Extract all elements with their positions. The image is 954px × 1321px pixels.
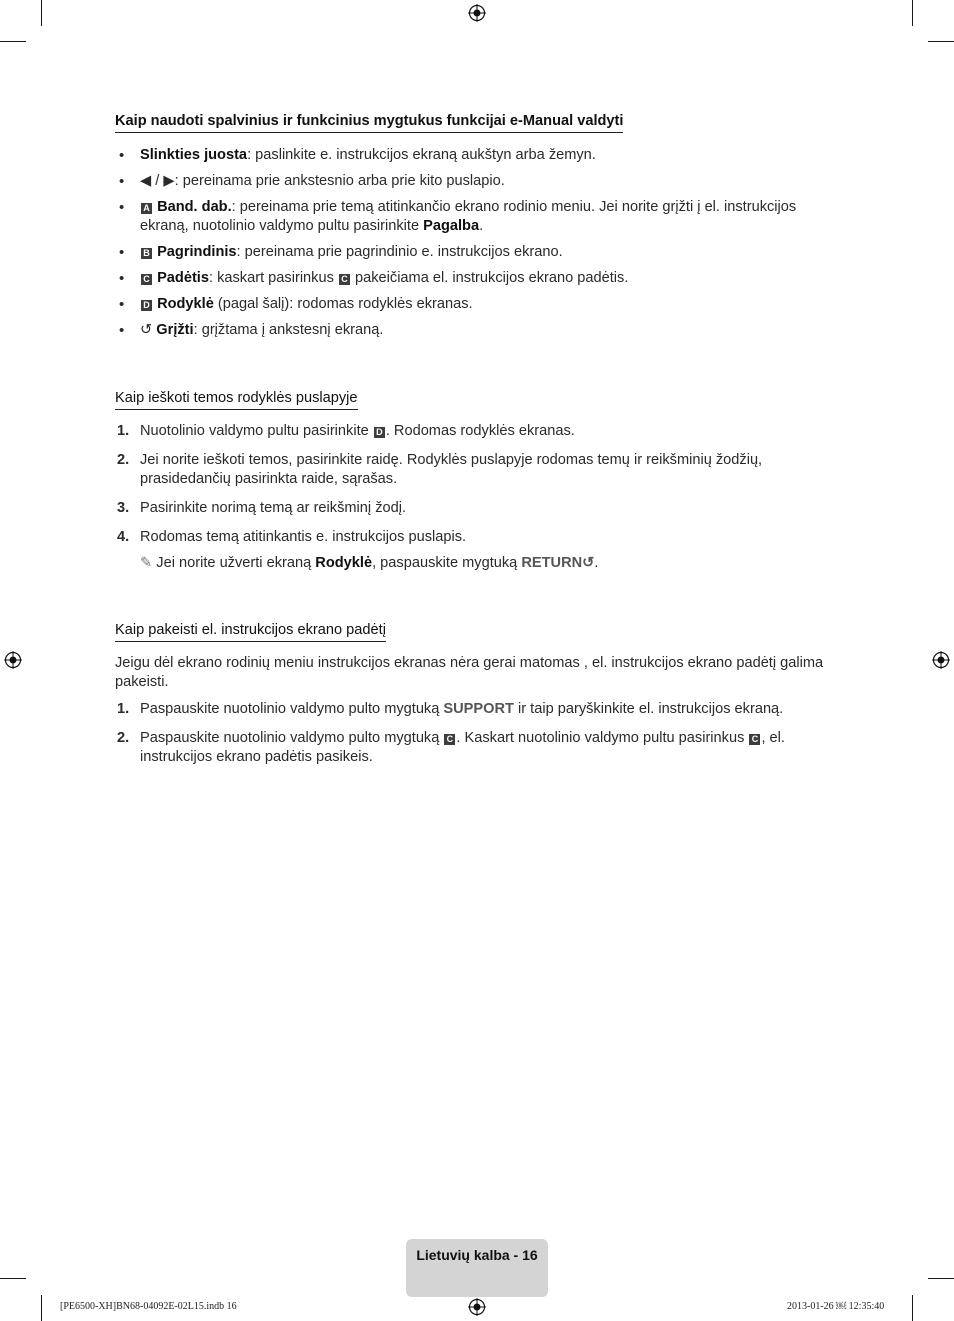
item-label: Pagalba	[423, 218, 480, 234]
step-number: 3.	[117, 500, 130, 516]
section-heading: Kaip naudoti spalvinius ir funkcinius mygtukus funkcijai e-Manual valdyti	[115, 112, 623, 133]
button-b-icon: B	[141, 248, 152, 259]
button-c-icon: C	[444, 734, 455, 745]
button-d-icon: D	[141, 300, 152, 311]
registration-mark-icon	[468, 4, 486, 22]
step-number: 2.	[117, 730, 130, 746]
crop-mark	[41, 1295, 42, 1321]
item-text: : pereinama prie pagrindinio e. instrukcijos ekrano.	[236, 244, 563, 260]
section-change-position	[115, 621, 835, 767]
step-text: Paspauskite nuotolinio valdymo pulto mygtuką	[140, 701, 444, 717]
step-text: . Kaskart nuotolinio valdymo pultu pasirinkus	[456, 730, 749, 746]
intro-paragraph: Jeigu dėl ekrano rodinių meniu instrukcijos ekranas nėra gerai matomas , el. instrukcijos ekrano padėtį galima pakeisti.	[115, 655, 824, 690]
item-text: : paslinkite e. instrukcijos ekraną aukštyn arba žemyn.	[247, 147, 596, 163]
list-item	[115, 499, 835, 518]
note-text: .	[594, 555, 599, 571]
step-text: Paspauskite nuotolinio valdymo pulto mygtuką	[140, 730, 444, 746]
crop-mark	[41, 0, 42, 26]
item-text: .	[479, 218, 484, 234]
section-color-buttons	[115, 112, 835, 340]
section-index-search	[115, 389, 835, 573]
crop-mark	[0, 1278, 26, 1279]
list-item	[115, 422, 835, 441]
crop-mark	[0, 41, 26, 42]
item-label: Rodyklė	[157, 296, 214, 312]
item-text: : pereinama prie temą atitinkančio ekrano rodinio meniu. Jei norite grįžti į el. instrukcijos ekraną, nuotolinio valdymo pultu pasirinkite	[140, 199, 797, 234]
arrow-left-right-icon: ◀ / ▶	[140, 173, 175, 189]
footer-timestamp: 2013-01-26 ￼ 12:35:40	[787, 1301, 885, 1312]
item-text: : pereinama prie ankstesnio arba prie kito puslapio.	[174, 173, 505, 189]
list-item	[115, 146, 835, 165]
section-heading: Kaip ieškoti temos rodyklės puslapyje	[115, 389, 358, 410]
step-text: Rodomas temą atitinkantis e. instrukcijos puslapis.	[140, 529, 467, 545]
step-number: 4.	[117, 529, 130, 545]
step-text: . Rodomas rodyklės ekranas.	[385, 423, 575, 439]
item-label: Slinkties juosta	[140, 147, 248, 163]
item-text: : kaskart pasirinkus	[208, 270, 338, 286]
page-content	[115, 112, 835, 777]
note-label: Rodyklė	[315, 555, 373, 571]
step-text: , el. instrukcijos ekrano padėtis pasikeis.	[140, 730, 785, 765]
button-c-icon: C	[339, 274, 350, 285]
step-number: 2.	[117, 452, 130, 468]
crop-mark	[928, 41, 954, 42]
list-item	[115, 451, 835, 489]
note-text: Jei norite užverti ekraną	[156, 555, 316, 571]
item-label: Grįžti	[156, 322, 194, 338]
button-a-icon: A	[141, 203, 152, 214]
note-text: , paspauskite mygtuką	[372, 555, 522, 571]
button-c-icon: C	[749, 734, 760, 745]
button-c-icon: C	[141, 274, 152, 285]
list-item	[115, 269, 835, 288]
step-text: Nuotolinio valdymo pultu pasirinkite	[140, 423, 373, 439]
footer-file-info: [PE6500-XH]BN68-04092E-02L15.indb 16	[60, 1301, 237, 1312]
step-number: 1.	[117, 701, 130, 717]
crop-mark	[912, 0, 913, 26]
item-label: Padėtis	[157, 270, 209, 286]
item-text: pakeičiama el. instrukcijos ekrano padėtis.	[350, 270, 629, 286]
list-item	[115, 295, 835, 314]
step-number: 1.	[117, 423, 130, 439]
item-label: Band. dab.	[157, 199, 232, 215]
note-pencil-icon: ✎	[140, 555, 153, 571]
return-icon: ↺	[140, 322, 153, 338]
note	[115, 554, 835, 573]
registration-mark-icon	[932, 651, 950, 669]
item-label: Pagrindinis	[157, 244, 237, 260]
numbered-list	[115, 700, 835, 767]
list-item	[115, 700, 835, 719]
support-key-label: SUPPORT	[443, 701, 514, 717]
bullet-list	[115, 146, 835, 340]
step-text: ir taip paryškinkite el. instrukcijos ekraną.	[513, 701, 784, 717]
list-item	[115, 528, 835, 547]
return-key-label: RETURN↺	[521, 555, 595, 571]
list-item	[115, 198, 835, 236]
crop-mark	[912, 1295, 913, 1321]
list-item	[115, 321, 835, 340]
list-item	[115, 729, 835, 767]
section-heading: Kaip pakeisti el. instrukcijos ekrano padėtį	[115, 621, 386, 642]
item-text: (pagal šalį): rodomas rodyklės ekranas.	[213, 296, 473, 312]
numbered-list	[115, 422, 835, 547]
page-number: Lietuvių kalba - 16	[406, 1239, 548, 1297]
list-item	[115, 243, 835, 262]
step-text: Pasirinkite norimą temą ar reikšminį žodį.	[140, 500, 407, 516]
step-text: Jei norite ieškoti temos, pasirinkite raidę. Rodyklės puslapyje rodomas temų ir reikšminių žodžių, prasidedančių pasirinkta raide, sąrašas.	[140, 452, 763, 487]
item-text: : grįžtama į ankstesnį ekraną.	[193, 322, 384, 338]
list-item	[115, 172, 835, 191]
button-d-icon: D	[374, 427, 385, 438]
registration-mark-icon	[468, 1298, 486, 1316]
registration-mark-icon	[4, 651, 22, 669]
crop-mark	[928, 1278, 954, 1279]
